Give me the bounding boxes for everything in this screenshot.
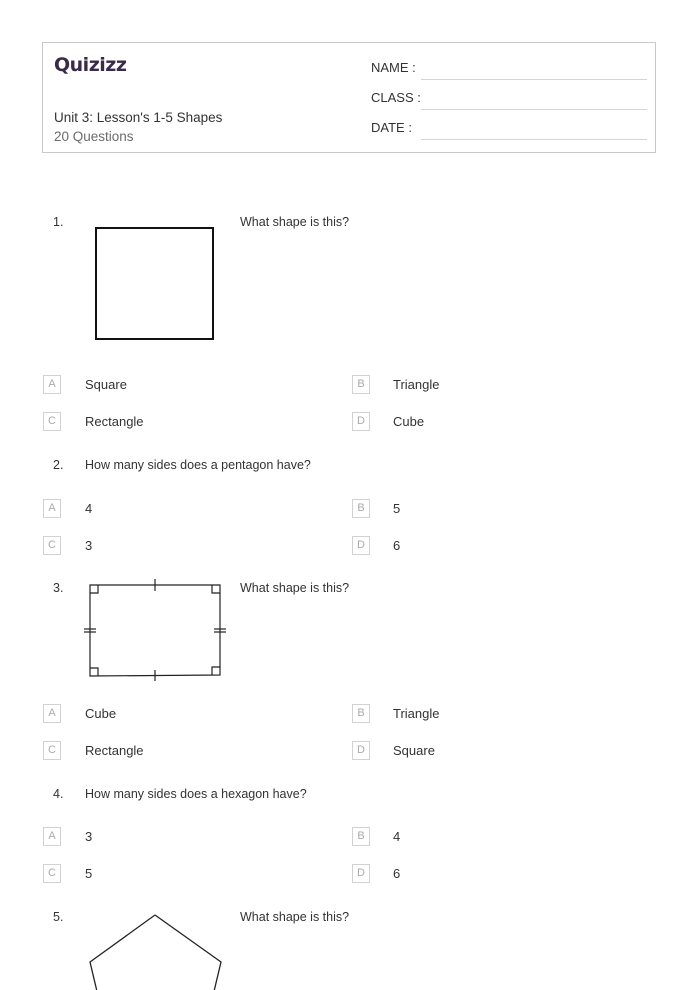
question-number: 5.: [53, 910, 64, 924]
option-d-text[interactable]: Cube: [393, 414, 425, 429]
option-a-text[interactable]: Square: [85, 377, 127, 392]
class-line[interactable]: [421, 109, 647, 110]
square-figure: [95, 227, 215, 341]
option-b-text[interactable]: Triangle: [393, 706, 440, 721]
question-text: What shape is this?: [240, 910, 350, 924]
date-line[interactable]: [421, 139, 647, 140]
question-text: How many sides does a pentagon have?: [85, 458, 311, 472]
option-b-badge[interactable]: B: [352, 827, 370, 846]
option-c-text[interactable]: Rectangle: [85, 743, 144, 758]
option-d-badge[interactable]: D: [352, 741, 370, 760]
option-c-badge[interactable]: C: [43, 741, 61, 760]
option-d-text[interactable]: 6: [393, 866, 401, 881]
question-text: What shape is this?: [240, 581, 350, 595]
option-b-text[interactable]: 4: [393, 829, 401, 844]
option-b-badge[interactable]: B: [352, 704, 370, 723]
name-field[interactable]: [371, 60, 647, 80]
option-c-text[interactable]: 3: [85, 538, 93, 553]
rectangle-figure: [84, 578, 229, 682]
date-label: DATE :: [371, 120, 412, 135]
worksheet-title: Unit 3: Lesson's 1-5 Shapes: [54, 110, 223, 125]
option-d-badge[interactable]: D: [352, 864, 370, 883]
option-a-badge[interactable]: A: [43, 499, 61, 518]
option-b-text[interactable]: Triangle: [393, 377, 440, 392]
date-field[interactable]: [371, 120, 647, 140]
question-number: 4.: [53, 787, 64, 801]
option-b-badge[interactable]: B: [352, 499, 370, 518]
option-c-badge[interactable]: C: [43, 536, 61, 555]
worksheet-header: [42, 42, 656, 153]
question-number: 1.: [53, 215, 64, 229]
option-a-badge[interactable]: A: [43, 375, 61, 394]
option-a-text[interactable]: Cube: [85, 706, 117, 721]
pentagon-figure: [88, 914, 224, 990]
option-b-badge[interactable]: B: [352, 375, 370, 394]
class-field[interactable]: [371, 90, 647, 110]
question-number: 2.: [53, 458, 64, 472]
option-d-badge[interactable]: D: [352, 536, 370, 555]
option-c-badge[interactable]: C: [43, 864, 61, 883]
question-number: 3.: [53, 581, 64, 595]
quizizz-logo: Quizizz: [54, 54, 127, 76]
name-label: NAME :: [371, 60, 416, 75]
option-d-text[interactable]: 6: [393, 538, 401, 553]
option-d-text[interactable]: Square: [393, 743, 435, 758]
question-text: What shape is this?: [240, 215, 350, 229]
option-d-badge[interactable]: D: [352, 412, 370, 431]
option-c-text[interactable]: Rectangle: [85, 414, 144, 429]
option-a-text[interactable]: 4: [85, 501, 93, 516]
option-b-text[interactable]: 5: [393, 501, 401, 516]
option-c-badge[interactable]: C: [43, 412, 61, 431]
class-label: CLASS :: [371, 90, 421, 105]
name-line[interactable]: [421, 79, 647, 80]
question-count: 20 Questions: [54, 129, 134, 144]
question-text: How many sides does a hexagon have?: [85, 787, 307, 801]
option-a-badge[interactable]: A: [43, 704, 61, 723]
option-c-text[interactable]: 5: [85, 866, 93, 881]
option-a-text[interactable]: 3: [85, 829, 93, 844]
option-a-badge[interactable]: A: [43, 827, 61, 846]
